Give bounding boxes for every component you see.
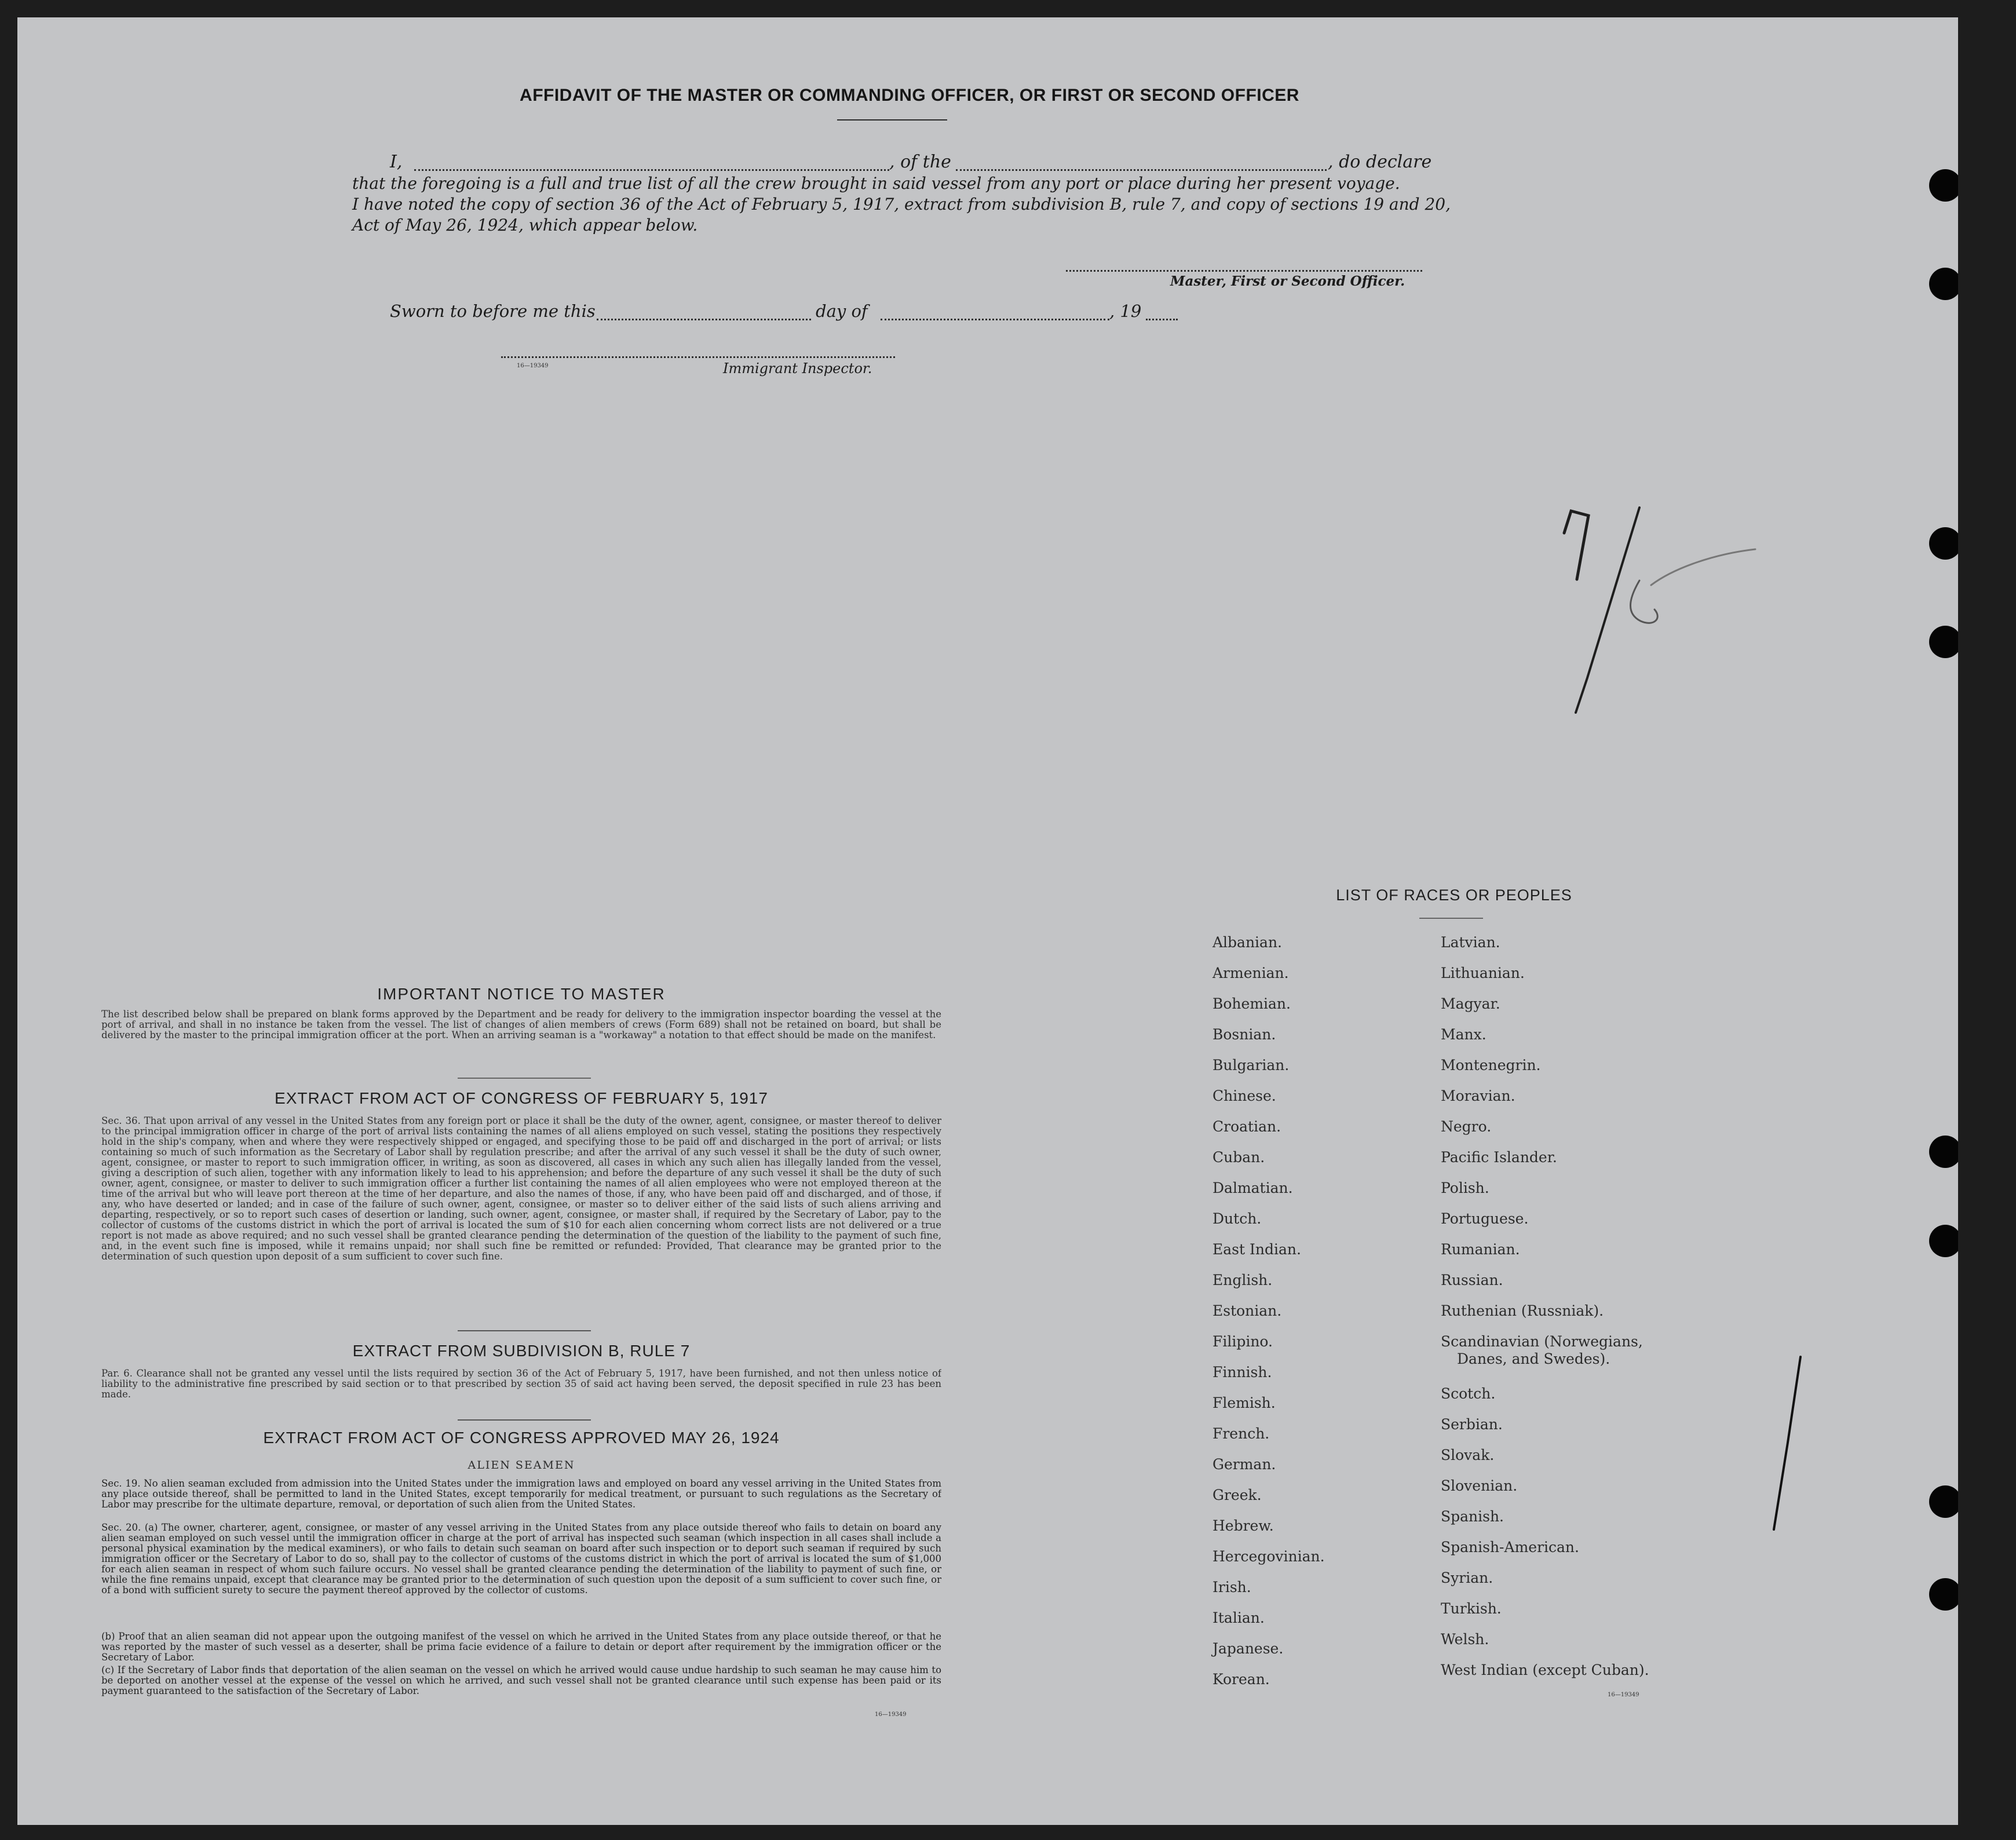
- sworn-year-blank: [1146, 319, 1178, 320]
- race-item: Croatian.: [1212, 1118, 1281, 1135]
- rule-7-heading: EXTRACT FROM SUBDIVISION B, RULE 7: [352, 1342, 691, 1360]
- affidavit-i: I,: [390, 152, 403, 172]
- rule-7-body: Par. 6. Clearance shall not be granted any vessel until the lists required by section 36 of the Act of February 5, 1917, have been furnished, and not then unless notice of liability to the administrative fine prescribed by said section or to that prescribed by section 35 of said act having been served, the deposit specified in rule 23 has been made.: [101, 1368, 941, 1400]
- affidavit-line-4: Act of May 26, 1924, which appear below.: [352, 216, 698, 235]
- sec-20a-body: Sec. 20. (a) The owner, charterer, agent, consignee, or master of any vessel arriving in the United States from any place outside thereof who fails to detain on board any alien seaman employed on such vessel until the immigration officer in charge at the port of arrival has inspected such seaman (which inspection in all cases shall include a personal physical examination by the medical examiners), or who fails to detain such seaman on board after such inspection or to deport such seaman if required by such immigration officer or the Secretary of Labor to do so, shall pay to the collector of customs of the customs district in which the port of arrival is located the sum of $1,000 for each alien seaman in respect of whom such failure occurs. No vessel shall be granted clearance pending the determination of the liability to payment of such fine, or while the fine remains unpaid, except that clearance may be granted prior to the determination of such question upon the deposit of a sum sufficient to cover such fine, or of a bond with sufficient surety to secure the payment thereof approved by the collector of customs.: [101, 1523, 941, 1596]
- race-item: Spanish.: [1441, 1508, 1504, 1525]
- race-item: Armenian.: [1212, 965, 1289, 981]
- race-item: Bohemian.: [1212, 995, 1291, 1012]
- race-item: Greek.: [1212, 1487, 1262, 1503]
- extract-1924-heading: EXTRACT FROM ACT OF CONGRESS APPROVED MAY 26, 1924: [263, 1429, 780, 1447]
- document-page: [17, 17, 1958, 1825]
- race-item: Welsh.: [1441, 1631, 1489, 1648]
- handwritten-tick-mark: [1755, 1350, 1807, 1541]
- form-number-bottom-right: 16—19349: [1608, 1692, 1639, 1698]
- punch-hole: [1929, 1485, 1958, 1518]
- punch-hole: [1929, 1225, 1958, 1257]
- race-item: German.: [1212, 1456, 1276, 1473]
- race-item: Turkish.: [1441, 1600, 1502, 1617]
- race-item: Bosnian.: [1212, 1026, 1276, 1043]
- sworn-month-blank: [881, 319, 1109, 320]
- race-item: Ruthenian (Russniak).: [1441, 1302, 1604, 1319]
- race-item: Estonian.: [1212, 1302, 1282, 1319]
- master-signature-blank: [1066, 270, 1422, 272]
- race-item: Latvian.: [1441, 934, 1500, 951]
- race-item: Japanese.: [1212, 1640, 1284, 1657]
- race-item: Albanian.: [1212, 934, 1283, 951]
- race-item: Chinese.: [1212, 1087, 1276, 1104]
- race-item: Pacific Islander.: [1441, 1149, 1557, 1166]
- race-item: Scotch.: [1441, 1385, 1496, 1402]
- handwritten-7-5-mark: [1541, 498, 1761, 742]
- race-item: West Indian (except Cuban).: [1441, 1662, 1649, 1678]
- extract-1917-divider: [458, 1330, 591, 1331]
- race-item: French.: [1212, 1425, 1270, 1442]
- race-item: Cuban.: [1212, 1149, 1265, 1166]
- race-item: Filipino.: [1212, 1333, 1273, 1350]
- alien-seamen-subheading: ALIEN SEAMEN: [468, 1459, 575, 1472]
- race-item: Rumanian.: [1441, 1241, 1520, 1258]
- race-item: Montenegrin.: [1441, 1057, 1541, 1074]
- race-item: Korean.: [1212, 1671, 1270, 1688]
- inspector-signature-blank: [501, 356, 895, 358]
- race-item: Slovak.: [1441, 1447, 1495, 1463]
- race-item: Hebrew.: [1212, 1517, 1274, 1534]
- race-item: Irish.: [1212, 1579, 1251, 1596]
- race-item: Italian.: [1212, 1609, 1265, 1626]
- race-item: Polish.: [1441, 1180, 1489, 1196]
- sworn-prefix: Sworn to before me this: [390, 301, 596, 321]
- race-item: Dalmatian.: [1212, 1180, 1293, 1196]
- sec-20b-body: (b) Proof that an alien seaman did not appear upon the outgoing manifest of the vessel on which he arrived in the United States from any place outside thereof, or that he was reported by the master of such vessel as a deserter, shall be prima facie evidence of a failure to detain or deport after requirement by the immigration officer or the Secretary of Labor.: [101, 1631, 941, 1663]
- race-item: Negro.: [1441, 1118, 1492, 1135]
- affidavit-of-the: , of the: [889, 152, 951, 172]
- punch-hole: [1929, 1136, 1958, 1168]
- race-item: Portuguese.: [1441, 1210, 1529, 1227]
- extract-1917-body: Sec. 36. That upon arrival of any vessel in the United States from any foreign port or place it shall be the duty of the owner, agent, consignee, or master thereof to deliver to the principal immigration officer in charge of the port of arrival lists containing the names of all aliens employed on such vessel, stating the positions they respectively hold in the ship's company, when and where they were respectively shipped or engaged, and specifying those to be paid off and discharged in the port of arrival; or lists containing so much of such information as the Secretary of Labor shall by regulation prescribe; and after the arrival of any such vessel it shall be the duty of such owner, agent, consignee, or master to report to such immigration officer, in writing, as soon as discovered, all cases in which any such alien has illegally landed from the vessel, giving a description of such alien, together with any information likely to lead to his apprehension; and before the departure of any such vessel it shall be the duty of such owner, agent, consignee, or master to deliver to such immigration officer a further list containing the names of all alien employees who were not employed thereon at the time of the arrival but who will leave port thereon at the time of her departure, and also the names of those, if any, who have been paid off and discharged, and of those, if any, who have deserted or landed; and in case of the failure of such owner, agent, consignee, or master so to deliver either of the said lists of such aliens arriving and departing, respectively, or so to report such cases of desertion or landing, such owner, agent, consignee, or master shall, if required by the Secretary of Labor, pay to the collector of customs of the customs district in which the port of arrival is located the sum of $10 for each alien concerning whom correct lists are not delivered or a true report is not made as above required; and no such vessel shall be granted clearance pending the determination of the question of the liability to the payment of such fine, and, in the event such fine is imposed, while it remains unpaid; nor shall such fine be remitted or refunded: Provided, That clearance may be granted prior to the determination of such question upon deposit of a sum sufficient to cover such fine.: [101, 1116, 941, 1262]
- notice-body: The list described below shall be prepared on blank forms approved by the Department and be ready for delivery to the immigration inspector boarding the vessel at the port of arrival, and shall in no instance be taken from the vessel. The list of changes of alien members of crews (Form 689) shall not be retained on board, but shall be delivered by the master to the principal immigration officer at the port. When an arriving seaman is a "workaway" a notation to that effect should be made on the manifest.: [101, 1009, 941, 1041]
- race-item: Slovenian.: [1441, 1477, 1518, 1494]
- affidavit-line-3: I have noted the copy of section 36 of the Act of February 5, 1917, extract from subdivision B, rule 7, and copy of sections 19 and 20,: [352, 195, 1451, 214]
- race-item: Lithuanian.: [1441, 965, 1525, 981]
- races-left-column: [1212, 934, 1325, 1702]
- race-item: English.: [1212, 1272, 1273, 1288]
- punch-hole: [1929, 169, 1958, 202]
- race-item: Spanish-American.: [1441, 1539, 1579, 1556]
- punch-hole: [1929, 626, 1958, 658]
- races-heading: LIST OF RACES OR PEOPLES: [1336, 886, 1572, 904]
- race-item: East Indian.: [1212, 1241, 1301, 1258]
- race-item: Bulgarian.: [1212, 1057, 1290, 1074]
- title-underline: [837, 119, 947, 121]
- form-number-top: 16—19349: [517, 363, 549, 369]
- handwritten-annotation: [1541, 498, 1761, 742]
- inspector-caption: Immigrant Inspector.: [723, 360, 872, 377]
- affidavit-title: AFFIDAVIT OF THE MASTER OR COMMANDING OFFICER, OR FIRST OR SECOND OFFICER: [520, 86, 1299, 105]
- race-item: Dutch.: [1212, 1210, 1262, 1227]
- race-item: Manx.: [1441, 1026, 1487, 1043]
- race-item: Serbian.: [1441, 1416, 1503, 1433]
- rule-7-divider: [458, 1419, 591, 1421]
- sworn-day-of: day of: [816, 301, 868, 321]
- race-item: Russian.: [1441, 1272, 1503, 1288]
- notice-heading: IMPORTANT NOTICE TO MASTER: [377, 985, 666, 1003]
- sec-19-body: Sec. 19. No alien seaman excluded from admission into the United States under the immigration laws and employed on board any vessel arriving in the United States from any place outside thereof, shall be permitted to land in the United States, except temporarily for medical treatment, or pursuant to such regulations as the Secretary of Labor may prescribe for the ultimate departure, removal, or deportation of such alien from the United States.: [101, 1478, 941, 1510]
- notice-divider: [458, 1078, 591, 1079]
- name-blank: [414, 169, 889, 171]
- races-heading-underline: [1419, 918, 1483, 919]
- punch-hole: [1929, 268, 1958, 300]
- races-right-column: [1441, 934, 1649, 1692]
- race-item-continued: Danes, and Swedes).: [1457, 1350, 1610, 1367]
- sworn-year: , 19: [1109, 301, 1142, 321]
- form-number-bottom-left: 16—19349: [875, 1711, 907, 1718]
- vessel-blank: [956, 169, 1327, 171]
- race-item: Syrian.: [1441, 1569, 1493, 1586]
- race-item: Scandinavian (Norwegians,: [1441, 1333, 1643, 1350]
- race-item: Moravian.: [1441, 1087, 1515, 1104]
- affidavit-line-2: that the foregoing is a full and true list of all the crew brought in said vessel from any port or place during her present voyage.: [352, 174, 1400, 193]
- race-item: Hercegovinian.: [1212, 1548, 1325, 1565]
- affidavit-declare: , do declare: [1328, 152, 1432, 172]
- punch-hole: [1929, 1578, 1958, 1611]
- extract-1917-heading: EXTRACT FROM ACT OF CONGRESS OF FEBRUARY 5, 1917: [275, 1089, 768, 1107]
- race-item: Magyar.: [1441, 995, 1500, 1012]
- sec-20c-body: (c) If the Secretary of Labor finds that deportation of the alien seaman on the vessel on which he arrived would cause undue hardship to such seaman he may cause him to be deported on another vessel at the expense of the vessel on which he arrived, and such vessel shall not be granted clearance until such expense has been paid or its payment guaranteed to the satisfaction of the Secretary of Labor.: [101, 1665, 941, 1696]
- sworn-day-blank: [597, 319, 811, 320]
- race-item: Finnish.: [1212, 1364, 1272, 1381]
- master-signature-caption: Master, First or Second Officer.: [1170, 273, 1405, 289]
- punch-hole: [1929, 527, 1958, 560]
- race-item: Flemish.: [1212, 1394, 1276, 1411]
